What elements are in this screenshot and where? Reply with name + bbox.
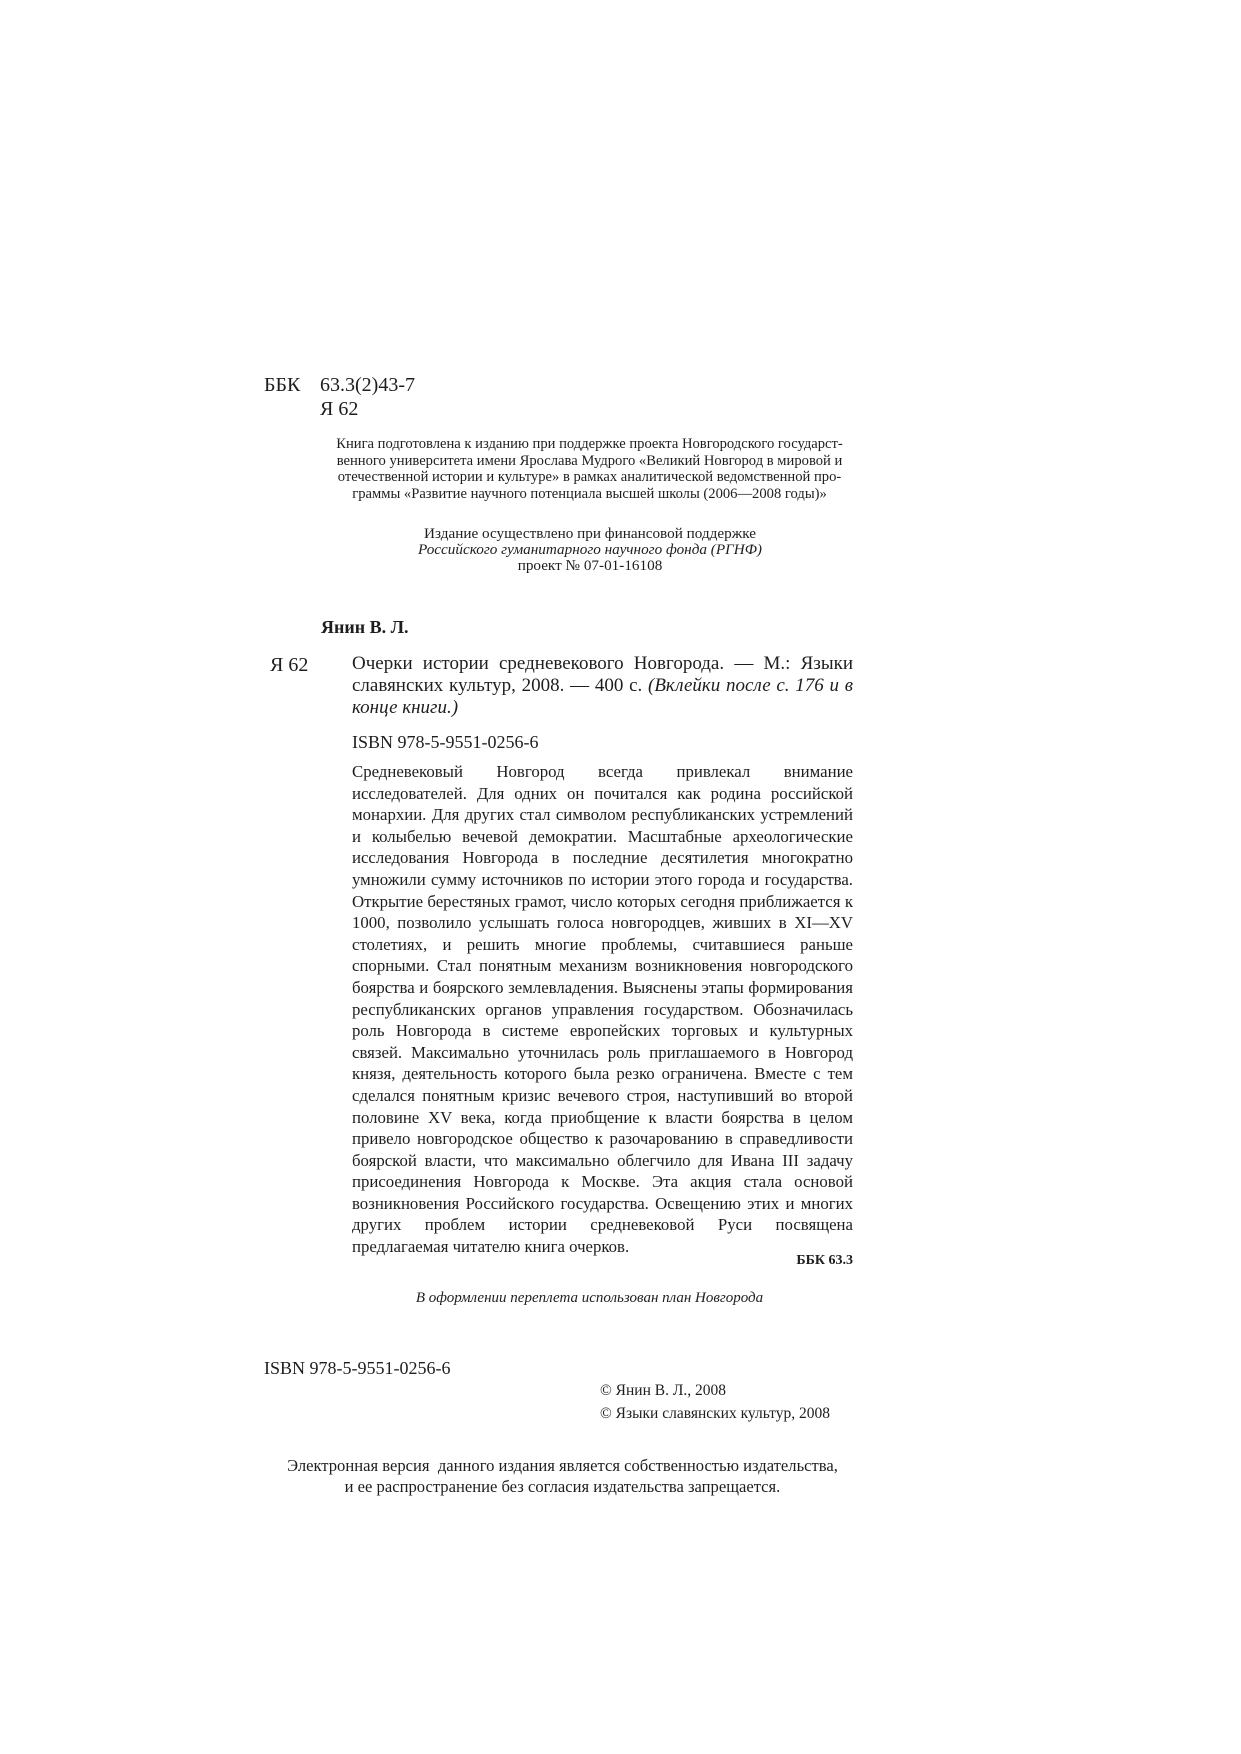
support-note-line: Книга подготовлена к изданию при поддержке проекта Новгородского государст- xyxy=(336,436,843,452)
isbn-bottom: ISBN 978-5-9551-0256-6 xyxy=(264,1358,451,1378)
funding-note xyxy=(340,526,840,574)
bbk-label: ББК xyxy=(264,374,301,396)
abstract-text: Средневековый Новгород всегда привлекал внимание исследователей. Для одних он почитался как родина российской монархии. Для других стал символом республиканских устремлений и колыбелью вечевой демократии. Масштабные археологические исследования Новгорода в последние десятилетия многократно умножили сумму источников по истории этого города и государства. Открытие берестяных грамот, число которых сегодня приближается к 1000, позволило услышать голоса новгородцев, живших в XI—XV столетиях, и решить многие проблемы, считавшиеся раньше спорными. Стал понятным механизм возникновения новгородского боярства и боярского землевладения. Выяснены этапы формирования республиканских органов управления государством. Обозначилась роль Новгорода в системе европейских торговых и культурных связей. Максимально уточнилась роль приглашаемого в Новгород князя, деятельность которого была резко ограничена. Вместе с тем сделался понятным кризис вечевого строя, наступивший во второй половине XV века, когда приобщение к власти боярства в целом привело новгородское общество к разочарованию в справедливости боярской власти, что максимально облегчило для Ивана III задачу присоединения Новгорода к Москве. Эта акция стала основой возникновения Российского государства. Освещению этих и многих других проблем истории средневековой Руси посвящена предлагаемая читателю книга очерков. xyxy=(352,762,853,1257)
isbn: ISBN 978-5-9551-0256-6 xyxy=(352,732,539,752)
copyright xyxy=(600,1379,830,1425)
bbk-code: 63.3(2)43-7 xyxy=(320,374,415,396)
index-mark: Я 62 xyxy=(270,654,309,676)
support-note-line: граммы «Развитие научного потенциала высшей школы (2006—2008 годы)» xyxy=(352,485,827,502)
support-note xyxy=(312,436,867,502)
copyright-author: © Янин В. Л., 2008 xyxy=(600,1382,726,1399)
funding-project: проект № 07-01-16108 xyxy=(517,557,663,574)
abstract xyxy=(352,761,853,1258)
author-index: Я 62 xyxy=(320,398,359,420)
copyright-publisher: © Языки славянских культур, 2008 xyxy=(600,1405,831,1422)
e-notice-line: и ее распространение без согласия издательства запрещается. xyxy=(344,1477,781,1496)
funding-line: Издание осуществлено при финансовой поддержке xyxy=(424,525,756,542)
bibliographic-entry xyxy=(352,653,853,719)
cover-note: В оформлении переплета использован план Новгорода xyxy=(415,1290,764,1306)
author-heading: Янин В. Л. xyxy=(321,617,409,637)
bib-inserts: (Вклейки после с. 176 и в конце книги.) xyxy=(352,675,853,718)
bib-main: Очерки истории средневекового Новгорода. — М.: Языки славянских культур, 2008. — 400 с. xyxy=(352,653,853,696)
support-note-line: венного университета имени Ярослава Мудрого «Великий Новгород в мировой и xyxy=(336,452,843,469)
support-note-line: отечественной истории и культуре» в рамках аналитической ведомственной про- xyxy=(337,469,842,485)
bbk-short: ББК 63.3 xyxy=(796,1253,853,1268)
e-notice-line: Электронная версия данного издания является собственностью издательства, xyxy=(287,1456,838,1475)
electronic-version-notice xyxy=(240,1455,885,1497)
funding-fund: Российского гуманитарного научного фонда (РГНФ) xyxy=(417,541,762,558)
